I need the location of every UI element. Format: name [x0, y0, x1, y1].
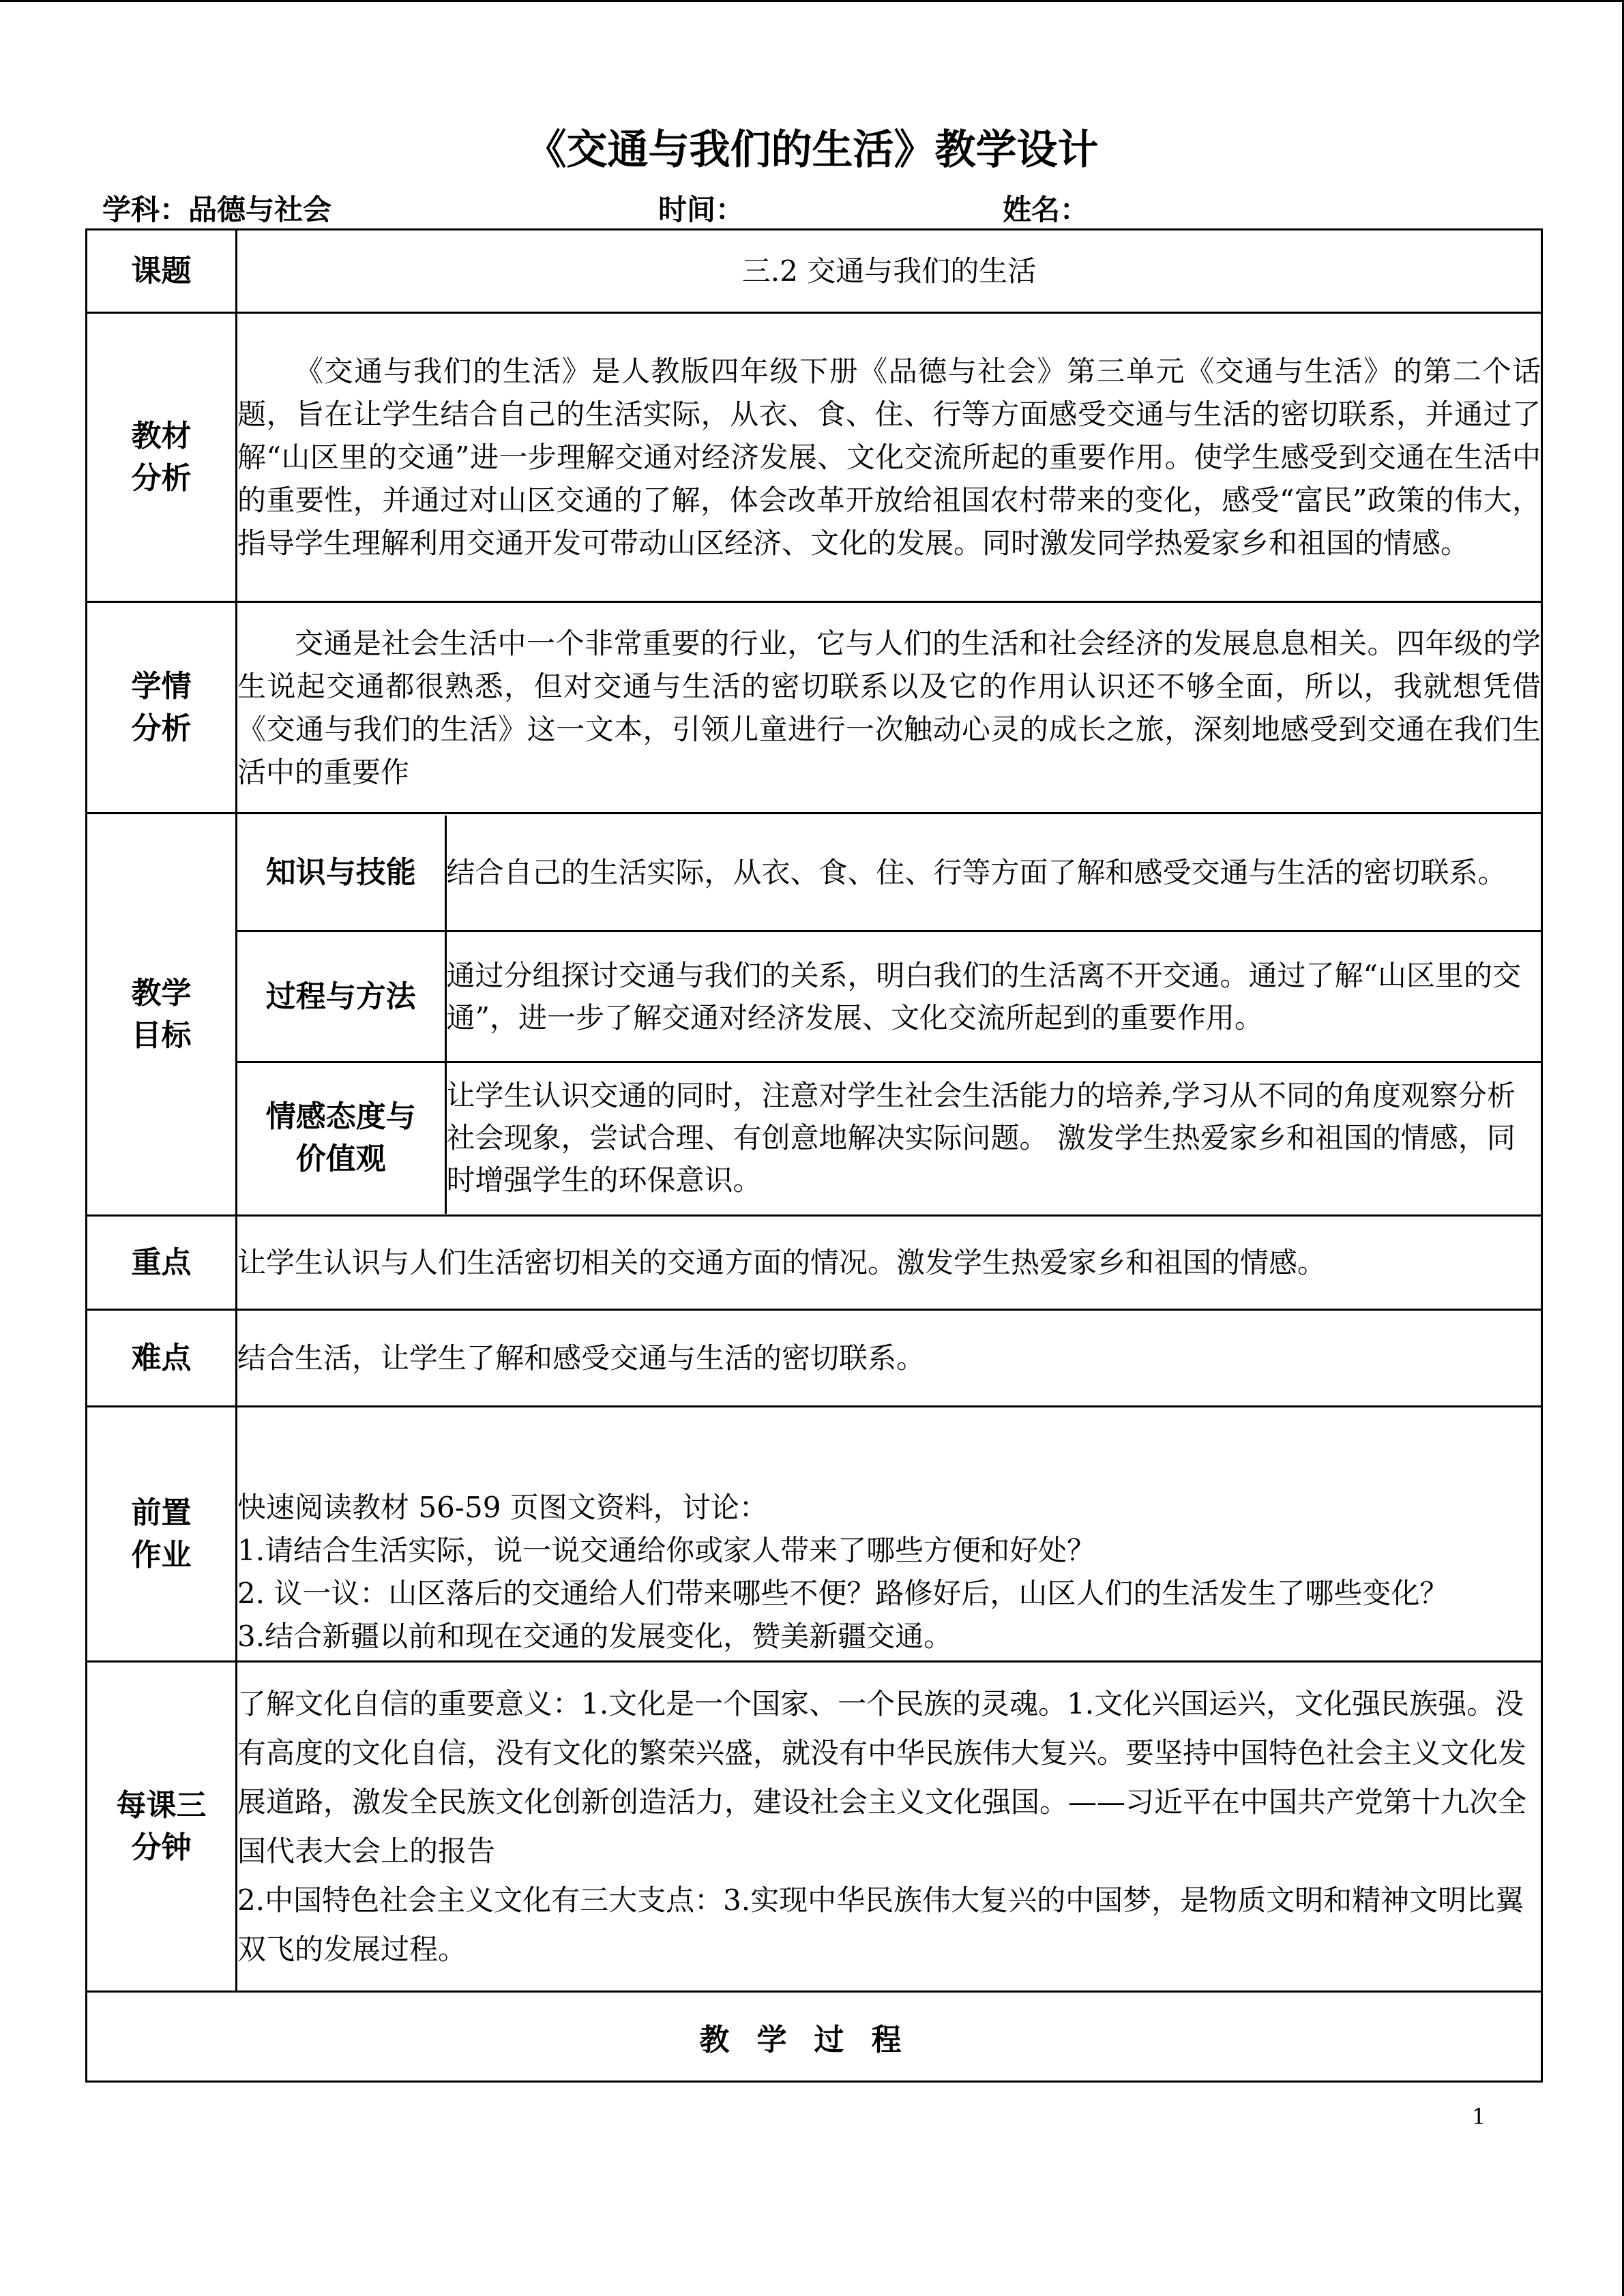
label-line: 教材 [131, 418, 192, 453]
label-line: 作业 [131, 1537, 192, 1572]
objective-label: 知识与技能 [237, 816, 445, 931]
label-line: 分析 [131, 711, 192, 746]
objective-row [237, 931, 1541, 1062]
preview-line: 1.请结合生活实际，说一说交通给你或家人带来了哪些方便和好处？ [237, 1534, 1096, 1567]
topic-label: 课题 [87, 230, 237, 313]
lesson-plan-table [85, 228, 1543, 2083]
objectives-subtable [237, 816, 1541, 1214]
material-analysis-row [87, 313, 1542, 602]
name-field: 姓名： [1003, 193, 1089, 226]
label-line: 目标 [131, 1017, 192, 1053]
objective-label [237, 1062, 445, 1214]
paragraph: 2.中国特色社会主义文化有三大支点：3.实现中华民族伟大复兴的中国梦，是物质文明和精神文明比翼双飞的发展过程。 [237, 1883, 1524, 1966]
difficult-point-row [87, 1310, 1542, 1407]
objective-text: 通过分组探讨交通与我们的关系，明白我们的生活离不开交通。通过了解“山区里的交通”，进一步了解交通对经济发展、文化交流所起到的重要作用。 [445, 931, 1541, 1062]
process-title: 教学过程 [87, 1992, 1542, 2082]
three-minutes-label [87, 1662, 237, 1992]
key-point-row [87, 1216, 1542, 1310]
paragraph: 了解文化自信的重要意义：1.文化是一个国家、一个民族的灵魂。1.文化兴国运兴，文化强民族强。没有高度的文化自信，没有文化的繁荣兴盛，就没有中华民族伟大复兴。要坚持中国特色社会主义文化发展道路，激发全民族文化创新创造活力，建设社会主义文化强国。——习近平在中国共产党第十九次全国代表大会上的报告 [237, 1686, 1527, 1868]
objective-label: 过程与方法 [237, 931, 445, 1062]
key-point-label: 重点 [87, 1216, 237, 1310]
process-title-row [87, 1992, 1542, 2082]
subject-field: 学科：品德与社会 [102, 193, 332, 226]
difficult-point-label: 难点 [87, 1310, 237, 1407]
preview-line: 2. 议一议：山区落后的交通给人们带来哪些不便？路修好后，山区人们的生活发生了哪些变化？ [237, 1577, 1449, 1610]
page-number: 1 [1472, 2104, 1486, 2130]
material-analysis-text [237, 313, 1542, 602]
material-analysis-label [87, 313, 237, 602]
label-line: 分钟 [131, 1830, 192, 1865]
objective-text: 让学生认识交通的同时，注意对学生社会生活能力的培养,学习从不同的角度观察分析社会现象，尝试合理、有创意地解决实际问题。 激发学生热爱家乡和祖国的情感，同时增强学生的环保意识。 [445, 1062, 1541, 1214]
preview-line: 3.结合新疆以前和现在交通的发展变化，赞美新疆交通。 [237, 1620, 953, 1653]
topic-row [87, 230, 1542, 313]
label-line: 每课三 [116, 1787, 207, 1823]
student-analysis-text [237, 602, 1542, 814]
document-title: 《交通与我们的生活》教学设计 [525, 126, 1099, 174]
preview-line: 快速阅读教材 56-59 页图文资料，讨论： [237, 1491, 768, 1524]
label-line: 价值观 [295, 1142, 386, 1177]
label-line: 分析 [131, 460, 192, 496]
student-analysis-row [87, 602, 1542, 814]
topic-value: 三.2 交通与我们的生活 [237, 230, 1542, 313]
preview-row [87, 1407, 1542, 1662]
three-minutes-row [87, 1662, 1542, 1992]
label-line: 前置 [131, 1495, 192, 1530]
paragraph: 交通是社会生活中一个非常重要的行业，它与人们的生活和社会经济的发展息息相关。四年级的学生说起交通都很熟悉，但对交通与生活的密切联系以及它的作用认识还不够全面，所以，我就想凭借《交通与我们的生活》这一文本，引领儿童进行一次触动心灵的成长之旅，深刻地感受到交通在我们生活中的重要作 [237, 626, 1541, 789]
preview-label [87, 1407, 237, 1662]
objective-text: 结合自己的生活实际，从衣、食、住、行等方面了解和感受交通与生活的密切联系。 [446, 855, 1507, 889]
objective-row [237, 1062, 1541, 1214]
top-border-line [0, 0, 1624, 2]
label-line: 情感态度与 [265, 1099, 416, 1135]
label-line: 教学 [131, 975, 192, 1011]
objective-row [237, 816, 1541, 931]
objectives-content [237, 814, 1542, 1216]
student-analysis-label [87, 602, 237, 814]
objectives-label [87, 814, 237, 1216]
objectives-row [87, 814, 1542, 1216]
preview-text [237, 1407, 1542, 1662]
difficult-point-text: 结合生活，让学生了解和感受交通与生活的密切联系。 [237, 1310, 1542, 1407]
key-point-text: 让学生认识与人们生活密切相关的交通方面的情况。激发学生热爱家乡和祖国的情感。 [237, 1216, 1542, 1310]
label-line: 学情 [131, 668, 192, 704]
paragraph: 《交通与我们的生活》是人教版四年级下册《品德与社会》第三单元《交通与生活》的第二个话题，旨在让学生结合自己的生活实际，从衣、食、住、行等方面感受交通与生活的密切联系，并通过了解“山区里的交通”进一步理解交通对经济发展、文化交流所起的重要作用。使学生感受到交通在生活中的重要性，并通过对山区交通的了解，体会改革开放给祖国农村带来的变化，感受“富民”政策的伟大，指导学生理解利用交通开发可带动山区经济、文化的发展。同时激发同学热爱家乡和祖国的情感。 [237, 355, 1541, 560]
three-minutes-text [237, 1662, 1542, 1992]
time-field: 时间： [658, 193, 745, 226]
